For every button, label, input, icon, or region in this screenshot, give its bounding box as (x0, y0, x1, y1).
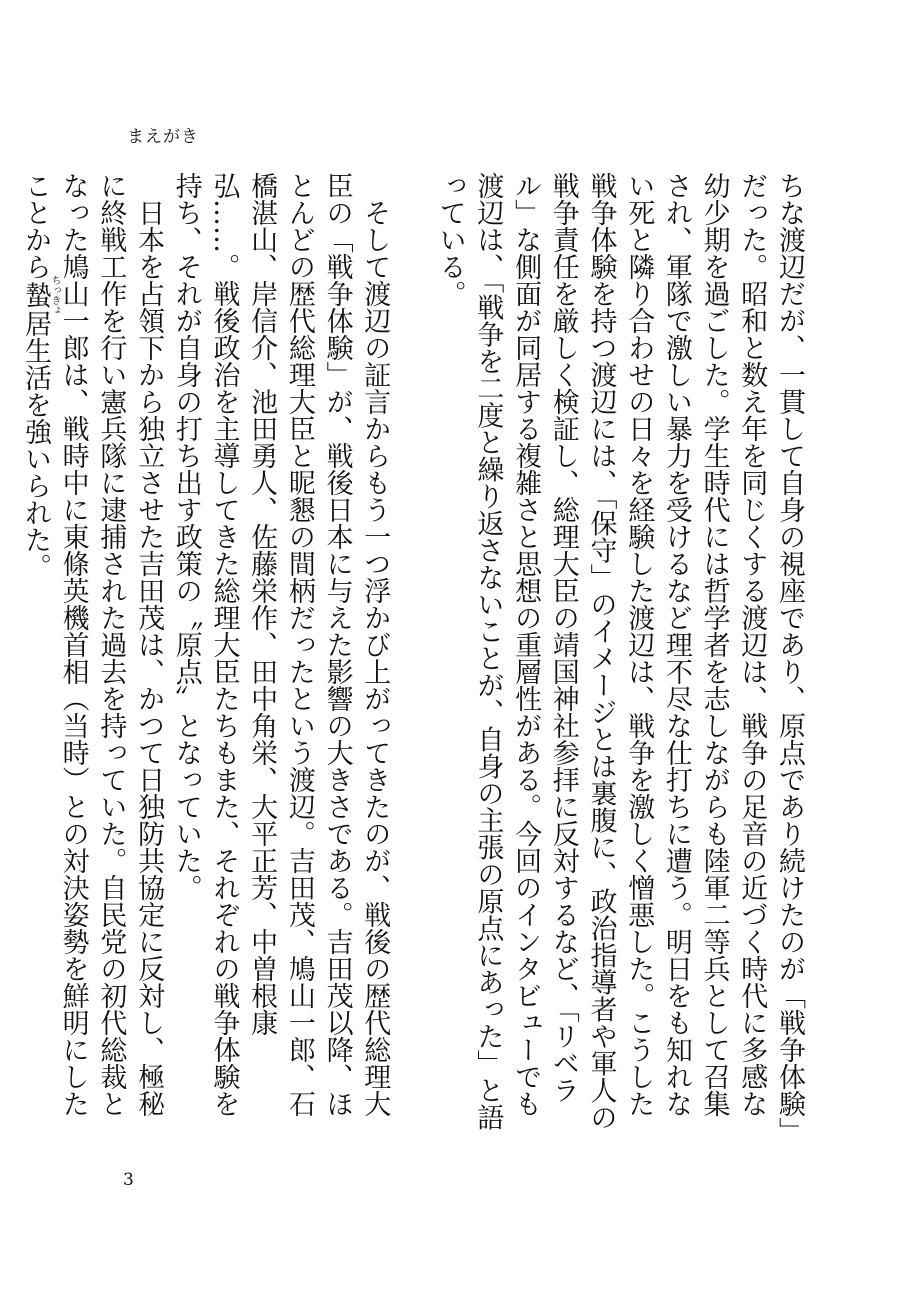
paragraph-3-text-before: 日本を占領下から独立させた吉田茂は、かつて日独防共協定に反対し、極秘に終戦工作を行い憲兵隊に逮捕された過去を持っていた。自民党の初代総裁となった鳩山一郎は、戦時中に東條英機首相（当時）との対決姿勢を鮮明にしたことから (19, 172, 165, 1117)
paragraph-2: そして渡辺の証言からもう一つ浮かび上がってきたのが、戦後の歴代総理大臣の「戦争体験」が、戦後日本に与えた影響の大きさである。吉田茂以降、ほとんどの歴代総理大臣と昵懇の間柄だったという渡辺。吉田茂、鳩山一郎、石橋湛山、岸信介、池田勇人、佐藤栄作、田中角栄、大平正芳、中曽根康弘……。戦後政治を主導してきた総理大臣たちもまた、それぞれの戦争体験を持ち、それが自身の打ち出す政策の〝原点〟となっていた。 (170, 172, 391, 1117)
paragraph-1: ちな渡辺だが、一貫して自身の視座であり、原点であり続けたのが「戦争体験」だった。昭和と数え年を同じくする渡辺は、戦争の足音の近づく時代に多感な幼少期を過ごした。学生時代には哲学者を志しながらも陸軍二等兵として召集され、軍隊で激しい暴力を受けるなど理不尽な仕打ちに遭う。明日をも知れない死と隣り合わせの日々を経験した渡辺は、戦争を激しく憎悪した。こうした戦争体験を持つ渡辺には、「保守」のイメージとは裏腹に、政治指導者や軍人の戦争責任を厳しく検証し、総理大臣の靖国神社参拝に反対するなど、「リベラル」な側面が同居する複雑さと思想の重層性がある。今回のインタビューでも渡辺は、「戦争を二度と繰り返さないことが、自身の主張の原点にあった」と語っている。 (434, 172, 805, 1131)
section-title: まえがき (127, 127, 199, 147)
ruby-base-2: 居 (19, 310, 51, 337)
ruby-reading: ちっきょ (48, 275, 60, 315)
paragraph-gap (393, 172, 431, 1142)
ruby-base: 蟄 (19, 275, 51, 315)
body-text (19, 172, 808, 1142)
page-number: 3 (123, 1170, 134, 1190)
ruby-word (19, 275, 60, 315)
paragraph-3-text-after: 生活を強いられた。 (19, 337, 51, 580)
paragraph-3 (16, 172, 167, 1142)
